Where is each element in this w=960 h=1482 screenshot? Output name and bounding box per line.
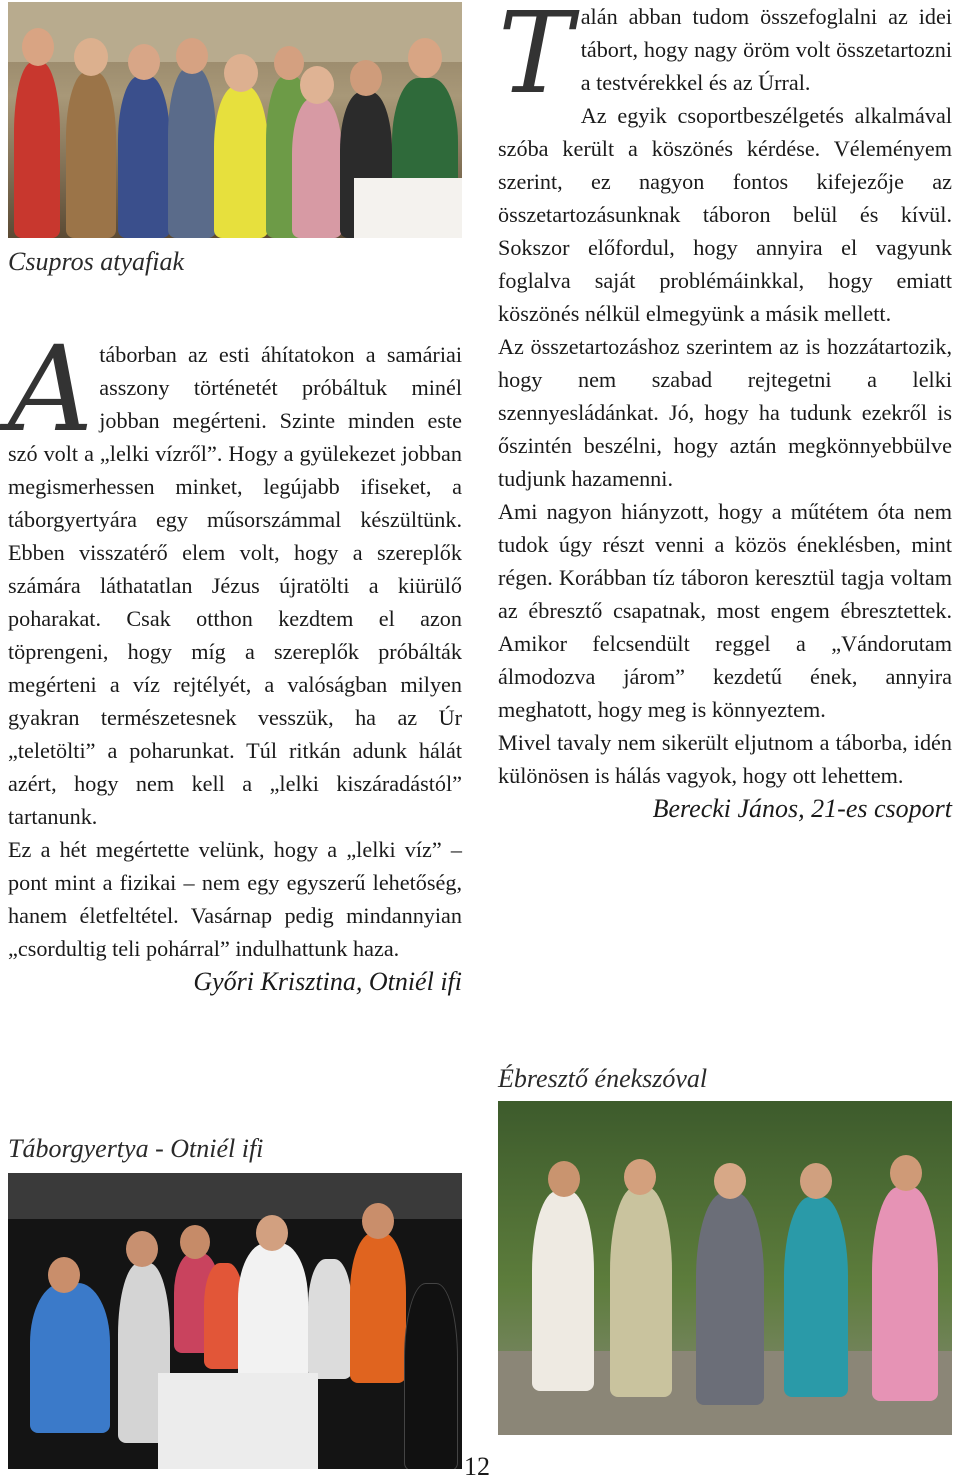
left-article-lead: Atáborban az esti áhítatokon a samáriai asszony történetét próbáltuk minél jobban megérteni. Szinte minden este szó volt a „lelki vízről”. Hogy a gyülekezet jobban megismerhessen minket, legújabb ifiseket, a táborgyertyára egy műsorszámmal készültünk. Ebben visszatérő elem volt, hogy a szereplők számára láthatatlan Jézus újratölti a kiürülő poharakat. Csak otthon kezdtem el azon töprengeni, hogy míg a szereplők próbálták megérteni a víz rejtélyét, a valóságban milyen gyakran természetesnek vesszük, ha az Úr „teletölti” a poharunkat. Túl ritkán adunk hálát azért, hogy nem kell a „lelki kiszáradástól” tartanunk. xyxy=(8,320,462,829)
photo-singing-group xyxy=(498,1101,952,1435)
dropcap-t: T xyxy=(498,0,573,119)
right-article-paragraph-2: Az egyik csoportbeszélgetés alkalmával szóba került a köszönés kérdése. Véleményem szerint, ez nagyon fontos kifejezője az összetartozásunknak táboron belül és kívül. Sokszor előfordul, hogy annyira el vagyunk foglalva saját problémáinkkal, hogy emiatt köszönés nélkül elmegyünk a másik mellett. xyxy=(498,103,952,326)
right-article-signature: Berecki János, 21-es csoport xyxy=(652,794,952,823)
right-article-lead: Talán abban tudom összefoglalni az idei tábort, hogy nagy öröm volt összetartozni a testvérekkel és az Úrral. xyxy=(498,0,952,119)
caption-bottom-left: Táborgyertya - Otniél ifi xyxy=(8,1134,264,1163)
right-article-paragraph-4: Ami nagyon hiányzott, hogy a műtétem óta nem tudok úgy részt venni a közös éneklésben, mint régen. Korábban tíz táboron keresztül tagja voltam az ébresztő csapatnak, most engem ébresztettek. Amikor felcsendült reggel a „Vándorutam álmodozva járom” kezdetű ének, annyira meghatott, hogy meg is könnyeztem. xyxy=(498,499,952,722)
left-article xyxy=(8,320,462,997)
page-number: 12 xyxy=(464,1452,490,1481)
photo-stage-performance xyxy=(8,1173,462,1469)
photo-group-with-cups xyxy=(8,2,462,238)
right-article xyxy=(498,0,952,824)
caption-bottom-right: Ébresztő énekszóval xyxy=(498,1064,708,1093)
left-article-paragraph: Ez a hét megértette velünk, hogy a „lelki víz” – pont mint a fizikai – nem egy egyszerű lehetőség, hanem életfeltétel. Vasárnap pedig mindannyian „csordultig teli pohárral” indulhattunk haza. xyxy=(8,837,462,961)
left-article-signature: Győri Krisztina, Otniél ifi xyxy=(193,967,462,996)
caption-top-left: Csupros atyafiak xyxy=(8,247,184,276)
dropcap-a: A xyxy=(8,320,94,458)
right-article-paragraph-5: Mivel tavaly nem sikerült eljutnom a táborba, idén különösen is hálás vagyok, hogy ott lehettem. xyxy=(498,730,952,788)
right-article-paragraph-3: Az összetartozáshoz szerintem az is hozzátartozik, hogy nem szabad rejtegetni a lelki szennyesládánkat. Jó, hogy ha tudunk ezekről is őszintén beszélni, hogy aztán megkönnyebbülve tudjunk hazamenni. xyxy=(498,334,952,491)
